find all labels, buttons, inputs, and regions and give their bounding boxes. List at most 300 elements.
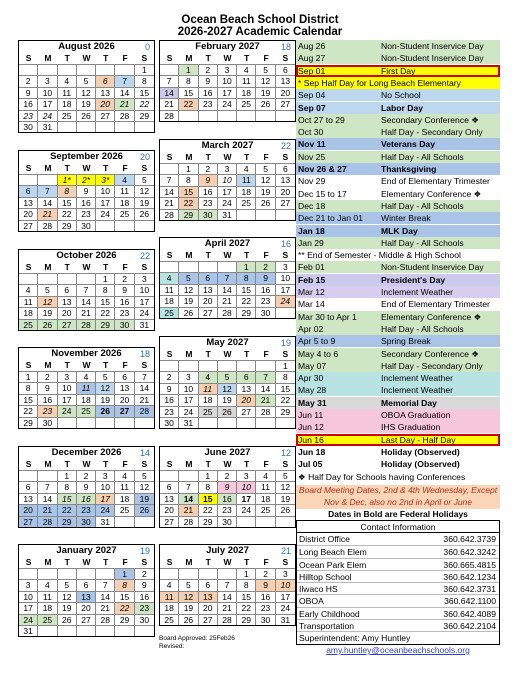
weekday-header: T — [64, 459, 70, 469]
event-note: * Sep Half Day for Long Beach Elementary — [298, 77, 461, 88]
empty-day-cell — [77, 417, 96, 428]
day-cell: 26 — [256, 98, 275, 109]
day-cell: 11 — [115, 481, 134, 492]
day-cell: 1 — [276, 360, 295, 371]
day-cell: 21 — [160, 98, 179, 109]
empty-day-cell — [218, 568, 237, 579]
day-cell: 4 — [199, 371, 218, 382]
contact-row — [297, 594, 499, 606]
empty-day-cell — [96, 568, 115, 579]
day-cell: 5 — [179, 579, 198, 590]
day-cell: 26 — [38, 319, 57, 330]
weekday-header: T — [244, 53, 250, 63]
empty-day-cell — [115, 516, 134, 527]
day-cell: 27 — [199, 614, 218, 625]
day-cell: 10 — [96, 185, 115, 196]
contact-row — [297, 533, 499, 545]
weekday-header: W — [223, 53, 232, 63]
event-row — [296, 261, 500, 273]
contact-table — [296, 520, 500, 645]
contact-row — [297, 607, 499, 619]
day-cell: 14 — [179, 493, 198, 504]
empty-day-cell — [19, 174, 38, 185]
day-cell: 12 — [179, 591, 198, 602]
day-cell: 5 — [218, 371, 237, 382]
board-approved-label: Board Approved: 25Feb26 — [159, 635, 235, 642]
day-cell: 15 — [199, 493, 218, 504]
empty-day-cell — [160, 64, 179, 75]
day-cell: 30 — [135, 614, 154, 625]
weekday-header: T — [244, 250, 250, 260]
day-cell: 3 — [218, 163, 237, 174]
weekday-header: S — [282, 152, 289, 162]
empty-day-cell — [237, 209, 256, 220]
event-row — [296, 126, 500, 138]
day-cell: 28 — [96, 614, 115, 625]
empty-day-cell — [115, 220, 134, 231]
day-cell: 4 — [77, 371, 96, 382]
day-cell: 19 — [179, 602, 198, 613]
day-cell: 17 — [237, 493, 256, 504]
weekday-header: F — [122, 459, 128, 469]
day-cell: 23 — [115, 307, 134, 318]
day-cell: 13 — [160, 493, 179, 504]
day-cell: 9 — [199, 174, 218, 185]
contact-row — [297, 558, 499, 570]
day-cell: 30 — [256, 614, 275, 625]
weekday-header: T — [64, 360, 70, 370]
event-date: Dec 21 to Jan 01 — [298, 213, 363, 224]
weekday-header: S — [282, 459, 289, 469]
day-cell: 4 — [58, 75, 77, 86]
day-cell: 18 — [237, 87, 256, 98]
event-description: Memorial Day — [381, 397, 437, 408]
day-cell: 3 — [19, 579, 38, 590]
event-description: Veterans Day — [381, 139, 435, 150]
day-cell: 5 — [179, 272, 198, 283]
day-cell: 24 — [179, 406, 198, 417]
day-cell: 23 — [38, 405, 57, 416]
day-cell: 16 — [135, 591, 154, 602]
empty-day-cell — [135, 121, 154, 132]
day-cell: 24 — [135, 307, 154, 318]
day-cell: 27 — [237, 406, 256, 417]
day-cell: 18 — [256, 493, 275, 504]
day-cell: 2 — [77, 470, 96, 481]
day-cell: 11 — [160, 284, 179, 295]
weekday-header: F — [122, 163, 128, 173]
weekday-header: W — [82, 459, 91, 469]
day-cell: 11 — [77, 382, 96, 393]
day-cell: 20 — [19, 504, 38, 515]
day-cell: 28 — [218, 307, 237, 318]
event-description: End of Elementary Trimester — [381, 299, 490, 310]
event-date: May 31 — [298, 397, 327, 408]
event-row — [296, 446, 500, 458]
federal-holiday-note: Dates in Bold are Federal Holidays — [328, 509, 468, 519]
contact-name: OBOA — [299, 596, 324, 607]
day-cell: 25 — [115, 504, 134, 515]
day-cell: 17 — [135, 296, 154, 307]
empty-day-cell — [199, 360, 218, 371]
day-cell: 6 — [77, 579, 96, 590]
event-row — [296, 163, 500, 175]
event-row — [296, 40, 500, 52]
contact-row — [297, 631, 499, 643]
day-cell: 20 — [237, 394, 256, 405]
day-cell: 12 — [38, 296, 57, 307]
day-cell: 6 — [96, 75, 115, 86]
day-cell: 18 — [77, 394, 96, 405]
day-cell: 14 — [160, 186, 179, 197]
event-date: Feb 01 — [298, 262, 325, 273]
empty-day-cell — [77, 273, 96, 284]
day-cell: 10 — [276, 272, 295, 283]
empty-day-cell — [135, 625, 154, 636]
event-date: May 4 to 6 — [298, 348, 339, 359]
day-cell: 31 — [179, 417, 198, 428]
day-cell: 10 — [237, 481, 256, 492]
empty-day-cell — [199, 568, 218, 579]
weekday-header: F — [122, 262, 128, 272]
contact-row — [297, 619, 499, 631]
day-cell: 15 — [179, 186, 198, 197]
day-cell: 8 — [276, 371, 295, 382]
event-date: Sep 04 — [298, 90, 326, 101]
empty-day-cell — [96, 64, 115, 75]
day-cell: 21 — [96, 602, 115, 613]
weekday-header: M — [44, 163, 52, 173]
day-cell: 8 — [237, 579, 256, 590]
day-cell: 29 — [135, 110, 154, 121]
empty-day-cell — [58, 273, 77, 284]
day-cell: 12 — [58, 591, 77, 602]
day-cell: 11 — [160, 591, 179, 602]
day-cell: 20 — [199, 295, 218, 306]
contact-name: Superintendent: Amy Huntley — [299, 633, 411, 644]
month-title: April 2027 16 — [204, 238, 291, 249]
event-date: Apr 02 — [298, 323, 324, 334]
day-cell: 7 — [218, 272, 237, 283]
day-cell: 26 — [179, 307, 198, 318]
day-cell: 13 — [77, 591, 96, 602]
event-row — [296, 348, 500, 360]
event-row — [296, 151, 500, 163]
superintendent-email-link[interactable]: amy.huntley@oceanbeachschools.org — [326, 645, 470, 655]
day-cell: 28 — [77, 319, 96, 330]
day-cell: 30 — [38, 417, 57, 428]
day-cell: 30 — [160, 417, 179, 428]
month-july — [159, 544, 296, 626]
day-cell: 7 — [38, 481, 57, 492]
event-description: Secondary Conference ❖ — [381, 348, 479, 359]
event-row — [296, 323, 500, 335]
day-cell: 28 — [115, 110, 134, 121]
day-cell: 29 — [276, 406, 295, 417]
weekday-header: M — [44, 360, 52, 370]
day-cell: 11 — [199, 383, 218, 394]
day-cell: 24 — [218, 98, 237, 109]
month-february — [159, 40, 296, 122]
day-cell: 2 — [199, 64, 218, 75]
event-date: Sep 01 — [298, 65, 326, 76]
day-cell: 15 — [276, 383, 295, 394]
day-cell: 16 — [19, 98, 38, 109]
day-cell: 4 — [115, 470, 134, 481]
empty-day-cell — [19, 470, 38, 481]
day-cell: 22 — [237, 602, 256, 613]
day-cell: 8 — [96, 284, 115, 295]
day-cell: 19 — [276, 493, 295, 504]
day-cell: 19 — [96, 394, 115, 405]
weekday-header: S — [141, 53, 148, 63]
day-cell: 6 — [276, 163, 295, 174]
day-cell: 11 — [58, 87, 77, 98]
day-cell: 8 — [179, 174, 198, 185]
day-cell: 26 — [179, 614, 198, 625]
day-cell: 9 — [135, 579, 154, 590]
event-date: Apr 30 — [298, 373, 324, 384]
weekday-header: W — [223, 152, 232, 162]
day-cell: 29 — [58, 220, 77, 231]
day-cell: 29 — [96, 319, 115, 330]
day-cell: 1 — [19, 371, 38, 382]
event-description: Non-Student Inservice Day — [381, 41, 484, 51]
weekday-header: W — [223, 459, 232, 469]
day-cell: 10 — [276, 579, 295, 590]
day-cell: 14 — [115, 87, 134, 98]
day-cell: 17 — [58, 394, 77, 405]
month-december — [18, 446, 155, 528]
weekday-header: T — [64, 53, 70, 63]
empty-day-cell — [179, 568, 198, 579]
day-cell: 7 — [160, 75, 179, 86]
event-description: First Day — [381, 65, 416, 76]
event-description: No School — [381, 90, 421, 101]
event-row — [296, 237, 500, 249]
day-cell: 10 — [58, 382, 77, 393]
day-cell: 18 — [115, 197, 134, 208]
weekday-header: T — [244, 459, 250, 469]
month-june — [159, 446, 296, 528]
day-cell: 24 — [38, 110, 57, 121]
month-title: February 2027 18 — [195, 41, 291, 52]
empty-day-cell — [19, 273, 38, 284]
day-cell: 20 — [199, 602, 218, 613]
day-cell: 8 — [58, 481, 77, 492]
day-cell: 14 — [77, 296, 96, 307]
day-cell: 28 — [256, 406, 275, 417]
empty-day-cell — [160, 470, 179, 481]
event-row — [296, 298, 500, 310]
event-row — [296, 274, 500, 286]
month-april — [159, 237, 296, 319]
day-cell: 18 — [237, 186, 256, 197]
day-cell: 25 — [160, 614, 179, 625]
weekday-header: T — [244, 152, 250, 162]
weekday-header: T — [103, 262, 109, 272]
day-cell: 12 — [135, 481, 154, 492]
day-cell: 24 — [218, 197, 237, 208]
event-row — [296, 175, 500, 187]
weekday-header: W — [223, 250, 232, 260]
day-cell: 6 — [115, 371, 134, 382]
day-cell: 18 — [160, 602, 179, 613]
contact-phone: 360.642.2104 — [443, 621, 496, 632]
weekday-header: S — [25, 459, 32, 469]
day-cell: 15 — [58, 493, 77, 504]
event-date: Nov 26 & 27 — [298, 164, 347, 174]
day-cell: 28 — [160, 110, 179, 121]
weekday-header: S — [166, 53, 173, 63]
day-cell: 19 — [218, 394, 237, 405]
day-cell: 22 — [96, 307, 115, 318]
day-cell: 20 — [115, 394, 134, 405]
contact-row — [297, 545, 499, 557]
day-cell: 8 — [179, 75, 198, 86]
day-cell: 23 — [77, 504, 96, 515]
month-school-days-count: 22 — [280, 141, 291, 151]
day-cell: 16 — [77, 493, 96, 504]
event-description: Holiday (Observed) — [381, 446, 460, 457]
weekday-header: M — [185, 557, 193, 567]
day-cell: 23 — [256, 602, 275, 613]
day-cell: 1 — [58, 470, 77, 481]
event-row — [296, 225, 500, 237]
month-title: August 2026 0 — [58, 41, 150, 52]
weekday-header: M — [44, 53, 52, 63]
day-cell: 15 — [135, 87, 154, 98]
event-description: Half Day - All Schools — [381, 237, 464, 248]
month-january — [18, 544, 155, 637]
day-cell: 12 — [135, 185, 154, 196]
weekday-header: T — [64, 557, 70, 567]
day-cell: 22 — [135, 98, 154, 109]
empty-day-cell — [179, 261, 198, 272]
day-cell: 18 — [58, 98, 77, 109]
day-cell: 20 — [96, 98, 115, 109]
board-meeting-note — [296, 485, 500, 509]
empty-day-cell — [218, 417, 237, 428]
empty-day-cell — [96, 220, 115, 231]
day-cell: 15 — [237, 591, 256, 602]
empty-day-cell — [218, 110, 237, 121]
day-cell: 17 — [218, 87, 237, 98]
day-cell: 17 — [276, 591, 295, 602]
event-description: Thanksgiving — [381, 164, 437, 174]
day-cell: 25 — [237, 98, 256, 109]
day-cell: 13 — [19, 493, 38, 504]
day-cell: 3 — [58, 371, 77, 382]
day-cell: 7 — [38, 185, 57, 196]
event-row — [296, 77, 500, 89]
day-cell: 25 — [115, 208, 134, 219]
event-row — [296, 458, 500, 470]
day-cell: 14 — [256, 383, 275, 394]
empty-day-cell — [276, 110, 295, 121]
event-description: Non-Student Inservice Day — [381, 53, 484, 64]
day-cell: 26 — [135, 208, 154, 219]
day-cell: 19 — [58, 602, 77, 613]
day-cell: 5 — [77, 75, 96, 86]
day-cell: 3* — [96, 174, 115, 185]
day-cell: 4 — [160, 272, 179, 283]
event-date: Feb 15 — [298, 274, 326, 285]
day-cell: 28 — [218, 614, 237, 625]
month-title: June 2027 12 — [204, 447, 291, 458]
empty-day-cell — [199, 110, 218, 121]
event-date: Mar 12 — [298, 287, 325, 297]
day-cell: 7 — [179, 481, 198, 492]
contact-phone: 360.642.1100 — [444, 596, 496, 607]
day-cell: 5 — [96, 371, 115, 382]
event-date: Jun 18 — [298, 446, 326, 457]
event-description: MLK Day — [381, 225, 418, 236]
weekday-header: M — [185, 53, 193, 63]
day-cell: 8 — [58, 185, 77, 196]
day-cell: 7 — [135, 371, 154, 382]
event-row — [296, 52, 500, 64]
empty-day-cell — [58, 121, 77, 132]
day-cell: 7 — [218, 579, 237, 590]
day-cell: 23 — [218, 504, 237, 515]
day-cell: 17 — [96, 493, 115, 504]
empty-day-cell — [77, 121, 96, 132]
day-cell: 28 — [179, 516, 198, 527]
weekday-header: S — [141, 262, 148, 272]
day-cell: 18 — [38, 602, 57, 613]
day-cell: 13 — [199, 284, 218, 295]
event-date: Nov 11 — [298, 139, 326, 150]
event-description: Half Day - All Schools — [381, 200, 464, 211]
day-cell: 11 — [19, 296, 38, 307]
empty-day-cell — [160, 261, 179, 272]
revised-label: Revised: — [159, 643, 185, 650]
day-cell: 6 — [160, 481, 179, 492]
month-title: January 2027 19 — [56, 545, 150, 556]
day-cell: 2 — [115, 273, 134, 284]
event-date: Jan 29 — [298, 237, 324, 248]
calendar-title: Ocean Beach School District — [181, 14, 339, 26]
weekday-header: S — [141, 557, 148, 567]
weekday-header: M — [185, 349, 193, 359]
day-cell: 7 — [96, 579, 115, 590]
event-description: Half Day - Secondary Only — [381, 127, 483, 138]
empty-day-cell — [115, 417, 134, 428]
day-cell: 25 — [77, 405, 96, 416]
day-cell: 11 — [237, 174, 256, 185]
day-cell: 27 — [19, 516, 38, 527]
day-cell: 15 — [115, 591, 134, 602]
event-description: Secondary Conference ❖ — [381, 114, 479, 125]
weekday-header: S — [25, 53, 32, 63]
day-cell: 20 — [160, 504, 179, 515]
day-cell: 14 — [218, 284, 237, 295]
weekday-header: T — [103, 53, 109, 63]
contact-phone: 360.665.4815 — [443, 559, 496, 570]
empty-day-cell — [160, 568, 179, 579]
day-cell: 5 — [135, 174, 154, 185]
day-cell: 6 — [19, 481, 38, 492]
day-cell: 23 — [77, 208, 96, 219]
contact-name: Ilwaco HS — [299, 584, 338, 595]
event-date: Jun 16 — [298, 434, 324, 445]
day-cell: 25 — [58, 110, 77, 121]
empty-day-cell — [115, 625, 134, 636]
event-description: OBOA Graduation — [381, 410, 451, 420]
weekday-header: M — [185, 250, 193, 260]
day-cell: 26 — [276, 504, 295, 515]
